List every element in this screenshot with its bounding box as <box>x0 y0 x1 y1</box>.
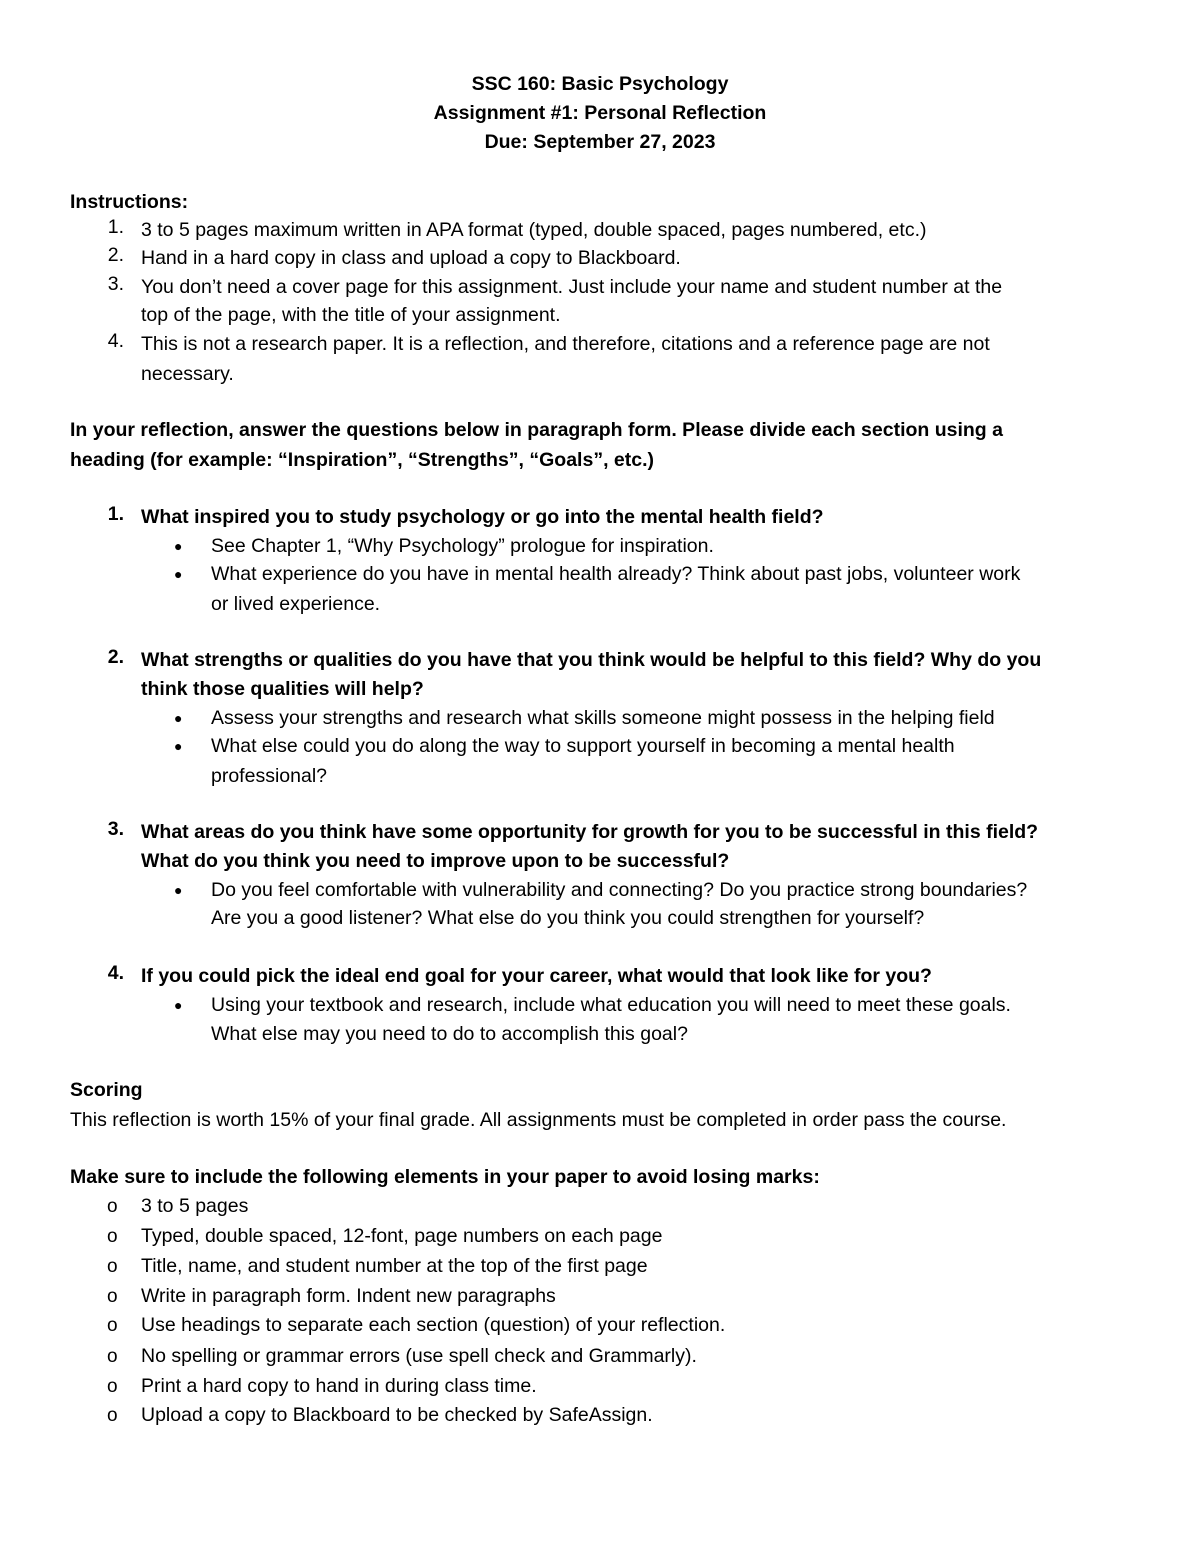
question-bullet: Are you a good listener? What else do you think you could strengthen for yourself? <box>211 907 925 929</box>
question-bullet: What else may you need to do to accomplish this goal? <box>211 1023 688 1045</box>
circle-bullet-icon: o <box>107 1226 118 1247</box>
checklist-item: Use headings to separate each section (question) of your reflection. <box>141 1314 726 1336</box>
question-text: What areas do you think have some opportunity for growth for you to be successful in this field? <box>141 821 1039 843</box>
checklist-item: Typed, double spaced, 12-font, page numbers on each page <box>141 1225 663 1247</box>
checklist-item: 3 to 5 pages <box>141 1195 249 1217</box>
circle-bullet-icon: o <box>107 1346 118 1367</box>
instruction-text: top of the page, with the title of your assignment. <box>141 304 561 326</box>
circle-bullet-icon: o <box>107 1196 118 1217</box>
scoring-text: This reflection is worth 15% of your final grade. All assignments must be completed in order pass the course. <box>70 1109 1007 1131</box>
circle-bullet-icon: o <box>107 1256 118 1277</box>
instruction-text: necessary. <box>141 363 234 385</box>
due-date: Due: September 27, 2023 <box>484 131 716 153</box>
circle-bullet-icon: o <box>107 1405 118 1426</box>
question-bullet: Do you feel comfortable with vulnerability and connecting? Do you practice strong boundaries? <box>211 879 1028 901</box>
question-bullet: professional? <box>211 765 327 787</box>
question-number: 2. <box>107 646 124 668</box>
question-text: think those qualities will help? <box>141 678 424 700</box>
question-text: If you could pick the ideal end goal for your career, what would that look like for you? <box>141 965 932 987</box>
checklist-item: Write in paragraph form. Indent new paragraphs <box>141 1285 556 1307</box>
question-bullet: What else could you do along the way to support yourself in becoming a mental health <box>211 735 955 757</box>
instruction-text: Hand in a hard copy in class and upload a copy to Blackboard. <box>141 247 681 269</box>
bullet-icon: ● <box>174 882 183 898</box>
instruction-number: 4. <box>107 330 124 352</box>
question-number: 3. <box>107 818 124 840</box>
question-bullet: or lived experience. <box>211 593 381 615</box>
bullet-icon: ● <box>174 738 183 754</box>
assignment-title: Assignment #1: Personal Reflection <box>433 102 767 124</box>
circle-bullet-icon: o <box>107 1376 118 1397</box>
instruction-text: 3 to 5 pages maximum written in APA format (typed, double spaced, pages numbered, etc.) <box>141 219 927 241</box>
reflection-intro: In your reflection, answer the questions below in paragraph form. Please divide each section using a <box>70 419 1003 441</box>
question-bullet: What experience do you have in mental health already? Think about past jobs, volunteer work <box>211 563 1021 585</box>
question-bullet: Assess your strengths and research what skills someone might possess in the helping field <box>211 707 995 729</box>
circle-bullet-icon: o <box>107 1315 118 1336</box>
bullet-icon: ● <box>174 538 183 554</box>
question-bullet: Using your textbook and research, include what education you will need to meet these goals. <box>211 994 1011 1016</box>
scoring-heading: Scoring <box>70 1079 143 1101</box>
question-number: 4. <box>107 962 124 984</box>
reflection-intro: heading (for example: “Inspiration”, “Strengths”, “Goals”, etc.) <box>70 449 655 471</box>
checklist-item: Upload a copy to Blackboard to be checked by SafeAssign. <box>141 1404 653 1426</box>
question-text: What inspired you to study psychology or go into the mental health field? <box>141 506 824 528</box>
bullet-icon: ● <box>174 710 183 726</box>
instruction-text: You don’t need a cover page for this assignment. Just include your name and student number at the <box>141 276 1003 298</box>
circle-bullet-icon: o <box>107 1286 118 1307</box>
question-text: What strengths or qualities do you have that you think would be helpful to this field? Why do you <box>141 649 1042 671</box>
question-bullet: See Chapter 1, “Why Psychology” prologue for inspiration. <box>211 535 714 557</box>
question-number: 1. <box>107 503 124 525</box>
title-block <box>0 70 1200 157</box>
course-title: SSC 160: Basic Psychology <box>471 73 729 95</box>
bullet-icon: ● <box>174 997 183 1013</box>
checklist-item: Print a hard copy to hand in during class time. <box>141 1375 537 1397</box>
instruction-number: 3. <box>107 273 124 295</box>
question-text: What do you think you need to improve upon to be successful? <box>141 850 730 872</box>
instruction-number: 1. <box>107 216 124 238</box>
checklist-heading: Make sure to include the following elements in your paper to avoid losing marks: <box>70 1166 820 1188</box>
bullet-icon: ● <box>174 566 183 582</box>
instructions-heading: Instructions: <box>70 191 189 213</box>
instruction-number: 2. <box>107 244 124 266</box>
instruction-text: This is not a research paper. It is a reflection, and therefore, citations and a reference page are not <box>141 333 990 355</box>
checklist-item: Title, name, and student number at the top of the first page <box>141 1255 648 1277</box>
checklist-item: No spelling or grammar errors (use spell check and Grammarly). <box>141 1345 697 1367</box>
